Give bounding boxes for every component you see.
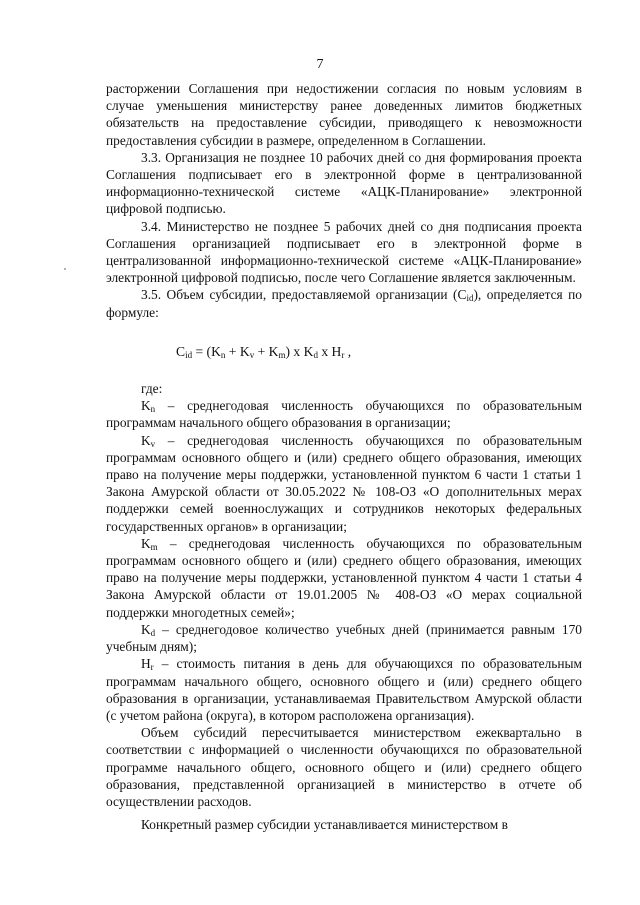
kn-text: – среднегодовая численность обучающихся по образовательным программам начального общего образования в организации; — [106, 398, 582, 431]
paragraph-3-4: 3.4. Министерство не позднее 5 рабочих дней со дня подписания проекта Соглашения организацией подписывает его в электронной форме в централизованной информационно-технической системе «АЦК-Планирование» электронной цифровой подписью, после чего Соглашение является заключенным. — [106, 218, 582, 286]
formula-k4-sub: d — [313, 349, 318, 360]
km-symbol: K — [141, 535, 151, 551]
document-body — [106, 80, 582, 833]
formula-tail: , — [344, 343, 352, 359]
formula-close: ) x K — [285, 343, 314, 359]
scan-speck — [64, 268, 66, 270]
formula-eq: = (K — [192, 343, 221, 359]
p35-text-pre: 3.5. Объем субсидии, предоставляемой организации (C — [141, 287, 467, 303]
formula-c: C — [176, 343, 186, 359]
kd-sub: d — [150, 627, 156, 638]
hr-sub: r — [150, 662, 154, 673]
kn-symbol: K — [141, 398, 151, 414]
definition-kd — [106, 621, 582, 655]
formula-plus2: + K — [254, 343, 279, 359]
hr-text: – стоимость питания в день для обучающихся по образовательным программам начального общего, основного общего и (или) среднего общего образования в организации, устанавливаемая Правительством Амурской области (с учетом района (округа), в котором расположена организация). — [106, 656, 582, 723]
km-sub: m — [150, 541, 158, 552]
formula-k1-sub: n — [220, 349, 226, 360]
definition-km — [106, 535, 582, 621]
kv-text: – среднегодовая численность обучающихся по образовательным программам основного общего и (или) среднего общего образования, имеющих право на получение меры поддержки, установленной пунктом 6 части 1 статьи 1 Закона Амурской области от 30.05.2022 № 108-ОЗ «О дополнительных мерах поддержки семей военнослужащих и сотрудников некоторых федеральных государственных органов» в организации; — [106, 432, 582, 534]
page-number: 7 — [316, 57, 324, 72]
p35-text-post: ), определяется по формуле: — [106, 287, 582, 320]
kd-text: – среднегодовое количество учебных дней (принимается равным 170 учебным дням); — [106, 621, 582, 655]
formula-h-sub: r — [341, 349, 345, 360]
definition-kn — [106, 397, 582, 431]
kv-sub: v — [150, 438, 156, 449]
definition-kv — [106, 432, 582, 535]
kd-symbol: K — [141, 621, 151, 637]
formula-k3-sub: m — [278, 349, 286, 360]
where-label: где: — [141, 381, 163, 397]
kv-symbol: K — [141, 432, 151, 448]
formula-times: x H — [317, 343, 342, 359]
subsidy-formula — [106, 343, 582, 360]
paragraph-3-5 — [106, 286, 582, 320]
paragraph-3-3: 3.3. Организация не позднее 10 рабочих дней со дня формирования проекта Соглашения подписывает его в электронной форме в централизованной информационно-технической системе «АЦК-Планирование» электронной цифровой подписью. — [106, 149, 582, 217]
formula-c-sub: id — [185, 349, 193, 360]
kn-sub: n — [150, 404, 156, 415]
p35-sub: id — [466, 293, 474, 304]
km-text: – среднегодовая численность обучающихся по образовательным программам основного общего и (или) среднего общего образования, имеющих право на получение меры поддержки, установленной пунктом 4 части 1 статьи 4 Закона Амурской области от 19.01.2005 № 408-ОЗ «О мерах социальной поддержки многодетных семей»; — [106, 535, 582, 620]
paragraph-specific-amount: Конкретный размер субсидии устанавливается министерством в — [141, 817, 508, 833]
formula-plus1: + K — [225, 343, 250, 359]
formula-k2-sub: v — [249, 349, 255, 360]
hr-symbol: H — [141, 656, 151, 672]
paragraph-continuation: расторжении Соглашения при недостижении согласия по новым условиям в случае уменьшения министерству ранее доведенных лимитов бюджетных обязательств на предоставление субсидии, приводящего к невозможности предоставления субсидии в размере, определенном в Соглашении. — [106, 81, 582, 148]
definition-hr — [106, 655, 582, 724]
paragraph-recalculation: Объем субсидий пересчитывается министерством ежеквартально в соответствии с информацией о численности обучающихся по образовательной программе начального общего, основного общего и (или) среднего общего образования, представленной организацией в министерство в отчете об осуществлении расходов. — [106, 725, 582, 809]
